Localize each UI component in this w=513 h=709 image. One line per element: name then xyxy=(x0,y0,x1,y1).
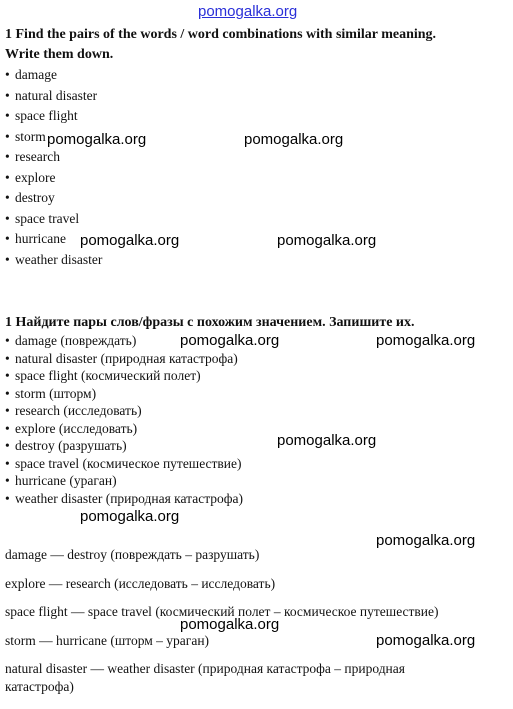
answer-pair: natural disaster — weather disaster (природная катастрофа – природная xyxy=(5,661,405,676)
list-item: • destroy xyxy=(5,190,55,205)
list-item-text: space flight (космический полет) xyxy=(15,368,201,383)
task-en-heading-line2: Write them down. xyxy=(5,47,114,62)
watermark: pomogalka.org xyxy=(376,332,476,349)
list-item: • damage (повреждать) xyxy=(5,333,137,348)
list-item: • storm xyxy=(5,129,46,144)
list-item: • space travel xyxy=(5,211,80,226)
list-item: • research xyxy=(5,149,60,164)
list-item-text: destroy xyxy=(15,190,55,205)
watermark: pomogalka.org xyxy=(376,632,476,649)
list-item: • weather disaster xyxy=(5,252,103,267)
list-item: • explore xyxy=(5,170,56,185)
list-item-text: research (исследовать) xyxy=(15,403,142,418)
list-item-text: explore xyxy=(15,170,56,185)
watermark: pomogalka.org xyxy=(244,131,344,148)
list-item: • natural disaster (природная катастрофа) xyxy=(5,351,238,366)
list-item-text: hurricane (ураган) xyxy=(15,473,117,488)
list-item-text: storm (шторм) xyxy=(15,386,97,401)
list-item: • destroy (разрушать) xyxy=(5,438,127,453)
list-item: • damage xyxy=(5,67,57,82)
list-item-text: weather disaster xyxy=(15,252,103,267)
list-item: • research (исследовать) xyxy=(5,403,142,418)
list-item-text: natural disaster (природная катастрофа) xyxy=(15,351,238,366)
watermark: pomogalka.org xyxy=(80,508,180,525)
list-item-text: natural disaster xyxy=(15,88,98,103)
list-item: • storm (шторм) xyxy=(5,386,97,401)
task-ru-heading: 1 Найдите пары слов/фразы с похожим значением. Запишите их. xyxy=(5,315,415,330)
list-item: • hurricane (ураган) xyxy=(5,473,117,488)
list-item-text: destroy (разрушать) xyxy=(15,438,127,453)
list-item-text: research xyxy=(15,149,60,164)
list-item-text: space travel xyxy=(15,211,80,226)
list-item: • weather disaster (природная катастрофа) xyxy=(5,491,244,506)
list-item: • space flight (космический полет) xyxy=(5,368,201,383)
list-item-text: space flight xyxy=(15,108,78,123)
list-item-text: weather disaster (природная катастрофа) xyxy=(15,491,244,506)
list-item-text: storm xyxy=(15,129,46,144)
list-item-text: damage (повреждать) xyxy=(15,333,137,348)
list-item: • space travel (космическое путешествие) xyxy=(5,456,242,471)
answer-pair: explore — research (исследовать – исследовать) xyxy=(5,576,276,591)
list-item: • hurricane xyxy=(5,231,66,246)
list-item-text: hurricane xyxy=(15,231,66,246)
answer-pair: storm — hurricane (шторм – ураган) xyxy=(5,633,210,648)
list-item: • explore (исследовать) xyxy=(5,421,138,436)
watermark: pomogalka.org xyxy=(277,432,377,449)
watermark: pomogalka.org xyxy=(180,332,280,349)
list-item-text: damage xyxy=(15,67,57,82)
watermark: pomogalka.org xyxy=(47,131,147,148)
answer-pair: damage — destroy (повреждать – разрушать) xyxy=(5,547,260,562)
watermark: pomogalka.org xyxy=(80,232,180,249)
watermark: pomogalka.org xyxy=(277,232,377,249)
watermark: pomogalka.org xyxy=(180,616,280,633)
list-item-text: space travel (космическое путешествие) xyxy=(15,456,242,471)
task-en-heading-line1: 1 Find the pairs of the words / word combinations with similar meaning. xyxy=(5,27,437,42)
answer-pair: space flight — space travel (космический полет – космическое путешествие) xyxy=(5,604,439,619)
site-link[interactable]: pomogalka.org xyxy=(198,3,298,20)
answer-pair-continuation: катастрофа) xyxy=(5,679,74,694)
watermark: pomogalka.org xyxy=(376,532,476,549)
list-item: • space flight xyxy=(5,108,78,123)
list-item: • natural disaster xyxy=(5,88,98,103)
list-item-text: explore (исследовать) xyxy=(15,421,138,436)
